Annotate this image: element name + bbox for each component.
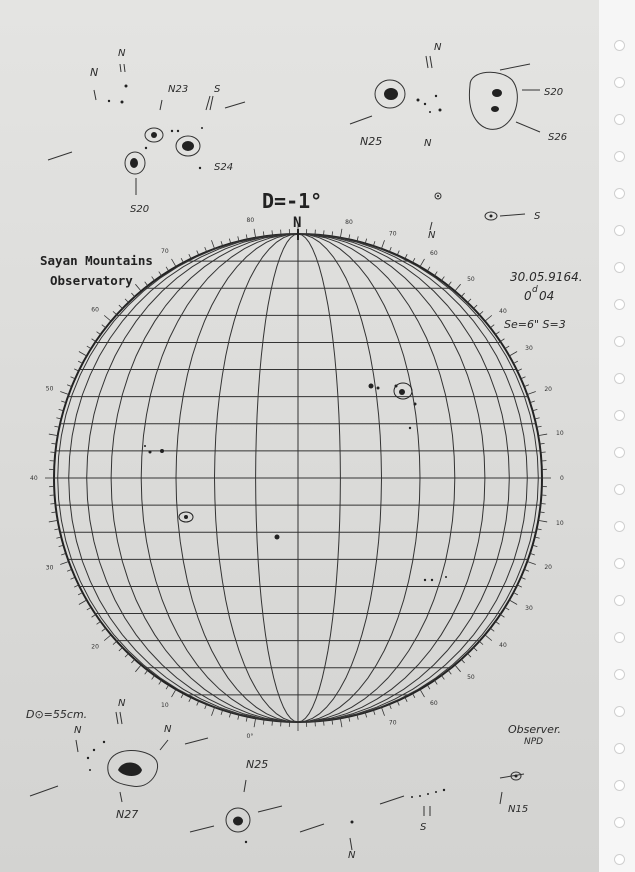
grid-line bbox=[381, 240, 384, 248]
grid-line bbox=[541, 504, 546, 505]
grid-line bbox=[490, 325, 494, 328]
grid-line bbox=[119, 647, 123, 650]
grid-line bbox=[340, 718, 342, 727]
grid-line bbox=[119, 305, 123, 308]
grid-line bbox=[381, 707, 384, 715]
heliographic-grid bbox=[54, 234, 542, 722]
limb-label: 20 bbox=[544, 386, 552, 394]
grid-line bbox=[490, 628, 494, 631]
grid-line bbox=[413, 258, 415, 262]
grid-line bbox=[527, 561, 535, 564]
grid-line bbox=[92, 339, 96, 342]
limb-label: 70 bbox=[388, 230, 397, 238]
grid-line bbox=[152, 675, 155, 679]
grid-line bbox=[474, 647, 478, 650]
limb-label: 60 bbox=[430, 700, 438, 708]
grid-line bbox=[427, 685, 430, 689]
limb-label: 40 bbox=[499, 642, 507, 650]
observatory-line-1: Sayan Mountains bbox=[40, 253, 153, 268]
group-label: N25 bbox=[360, 135, 383, 148]
grid-line bbox=[500, 614, 504, 617]
grid-line bbox=[448, 282, 451, 286]
spot-group-top-left bbox=[48, 48, 245, 215]
group-label: N23 bbox=[168, 84, 189, 95]
limb-label: 70 bbox=[388, 719, 397, 727]
group-label: N bbox=[424, 138, 432, 149]
grid-line bbox=[50, 452, 55, 453]
limb-label: 50 bbox=[467, 275, 475, 283]
grid-line bbox=[505, 346, 509, 349]
grid-line bbox=[413, 693, 415, 697]
grid-line bbox=[397, 701, 399, 706]
group-label: S bbox=[214, 84, 221, 95]
grid-line bbox=[71, 577, 76, 579]
grid-line bbox=[513, 593, 517, 595]
grid-line bbox=[71, 377, 76, 379]
grid-line bbox=[505, 607, 509, 610]
grid-line bbox=[455, 665, 461, 672]
grid-line bbox=[455, 284, 461, 291]
group-label: N bbox=[434, 42, 442, 53]
grid-line bbox=[272, 721, 273, 726]
title-d: D=-1° bbox=[262, 189, 323, 213]
grid-line bbox=[448, 670, 451, 674]
limb-label: 50 bbox=[467, 674, 475, 682]
grid-line bbox=[49, 520, 58, 522]
grid-line bbox=[509, 600, 517, 605]
grid-line bbox=[441, 277, 444, 281]
group-label: S bbox=[420, 822, 427, 833]
observer-name: NPD bbox=[524, 737, 544, 747]
seeing-values: Se=6" S=3 bbox=[504, 318, 566, 331]
grid-line bbox=[87, 607, 91, 610]
grid-line bbox=[159, 272, 162, 276]
grid-line bbox=[197, 251, 199, 256]
grid-line bbox=[211, 240, 214, 248]
grid-line bbox=[135, 284, 141, 291]
grid-line bbox=[78, 593, 82, 595]
observer-label: Observer. bbox=[508, 723, 561, 736]
grid-line bbox=[527, 391, 535, 394]
group-label: N27 bbox=[116, 808, 139, 821]
grid-line bbox=[397, 251, 399, 256]
grid-line bbox=[189, 697, 191, 701]
spot-group-bottom bbox=[30, 698, 528, 861]
limb-label: 50 bbox=[45, 385, 54, 393]
group-label: S bbox=[534, 211, 541, 222]
group-label: S26 bbox=[548, 132, 568, 143]
limb-label: 80 bbox=[345, 218, 353, 226]
group-label: N15 bbox=[508, 804, 529, 815]
grid-line bbox=[541, 452, 546, 453]
grid-line bbox=[420, 689, 425, 697]
grid-line bbox=[50, 504, 55, 505]
observation-time-rest: 04 bbox=[539, 289, 555, 303]
grid-line bbox=[467, 299, 470, 303]
grid-line bbox=[79, 352, 87, 357]
grid-line bbox=[189, 254, 191, 258]
grid-line bbox=[467, 654, 470, 658]
group-label: N bbox=[164, 724, 172, 735]
grid-line bbox=[513, 361, 517, 363]
grid-line bbox=[197, 701, 199, 706]
limb-label: 20 bbox=[544, 563, 552, 571]
observation-time-prefix: 0 bbox=[524, 289, 532, 303]
grid-line bbox=[517, 369, 521, 371]
limb-label: 0 bbox=[560, 475, 564, 482]
grid-line bbox=[461, 293, 464, 297]
grid-line bbox=[474, 305, 478, 308]
grid-line bbox=[135, 665, 141, 672]
group-label: N bbox=[118, 48, 126, 59]
grid-line bbox=[60, 391, 68, 394]
grid-line bbox=[104, 635, 111, 641]
grid-line bbox=[479, 641, 483, 644]
group-label: S24 bbox=[214, 162, 234, 173]
grid-line bbox=[461, 659, 464, 663]
grid-line bbox=[113, 311, 117, 314]
limb-label: 0° bbox=[246, 733, 254, 741]
limb-label: 10 bbox=[556, 520, 564, 528]
grid-line bbox=[340, 229, 342, 238]
limb-label: 10 bbox=[556, 429, 564, 437]
limb-label: 30 bbox=[525, 345, 533, 352]
grid-line bbox=[405, 697, 407, 701]
grid-line bbox=[131, 659, 134, 663]
limb-label: 40 bbox=[30, 475, 38, 482]
grid-line bbox=[485, 315, 492, 321]
grid-line bbox=[509, 352, 517, 357]
grid-line bbox=[166, 267, 169, 271]
grid-line bbox=[485, 635, 492, 641]
disk-diameter: D⊙=55cm. bbox=[26, 708, 88, 721]
spot-group-top-right bbox=[350, 42, 567, 241]
grid-line bbox=[60, 561, 68, 564]
limb-label: 60 bbox=[91, 306, 99, 314]
grid-line bbox=[152, 277, 155, 281]
grid-line bbox=[74, 369, 78, 371]
north-marker: N bbox=[293, 215, 302, 231]
group-label: N bbox=[118, 698, 126, 709]
limb-label: 40 bbox=[499, 307, 507, 315]
grid-line bbox=[521, 377, 526, 379]
grid-line bbox=[495, 621, 499, 624]
grid-line bbox=[181, 258, 183, 262]
grid-line bbox=[92, 614, 96, 617]
grid-line bbox=[102, 325, 106, 328]
grid-line bbox=[324, 230, 325, 235]
grid-line bbox=[434, 272, 437, 276]
observation-time-sup: d bbox=[532, 285, 538, 295]
group-label: N bbox=[90, 66, 99, 79]
grid-line bbox=[181, 693, 183, 697]
grid-line bbox=[254, 229, 256, 238]
grid-line bbox=[521, 577, 526, 579]
grid-line bbox=[78, 361, 82, 363]
group-label: N25 bbox=[246, 758, 269, 771]
grid-line bbox=[405, 254, 407, 258]
limb-label: 60 bbox=[430, 249, 438, 257]
grid-line bbox=[538, 434, 547, 436]
limb-label: 10 bbox=[161, 701, 169, 709]
grid-line bbox=[517, 585, 521, 587]
limb-label: 30 bbox=[525, 605, 533, 612]
grid-line bbox=[254, 718, 256, 727]
limb-label: 80 bbox=[246, 216, 255, 224]
group-label: S20 bbox=[130, 204, 150, 215]
group-label: N bbox=[74, 725, 82, 736]
grid-line bbox=[441, 675, 444, 679]
grid-line bbox=[272, 230, 273, 235]
limb-label: 30 bbox=[45, 564, 54, 572]
grid-line bbox=[479, 311, 483, 314]
grid-line bbox=[125, 299, 128, 303]
grid-line bbox=[172, 689, 177, 697]
grid-line bbox=[538, 520, 547, 522]
grid-line bbox=[97, 332, 101, 335]
grid-line bbox=[434, 680, 437, 684]
limb-label: 70 bbox=[161, 248, 169, 256]
group-label: N bbox=[348, 850, 356, 861]
grid-line bbox=[74, 585, 78, 587]
grid-line bbox=[324, 721, 325, 726]
disk-spots bbox=[144, 383, 447, 581]
grid-line bbox=[145, 670, 148, 674]
grid-line bbox=[145, 282, 148, 286]
grid-line bbox=[166, 685, 169, 689]
grid-line bbox=[125, 654, 128, 658]
grid-line bbox=[102, 628, 106, 631]
grid-line bbox=[495, 332, 499, 335]
grid-line bbox=[87, 346, 91, 349]
solar-disk bbox=[45, 225, 551, 731]
group-label: S20 bbox=[544, 87, 564, 98]
grid-line bbox=[500, 339, 504, 342]
grid-line bbox=[159, 680, 162, 684]
grid-line bbox=[49, 434, 58, 436]
grid-line bbox=[211, 707, 214, 715]
observation-date: 30.05.9164. bbox=[510, 270, 583, 284]
limb-label: 20 bbox=[91, 643, 99, 651]
grid-line bbox=[97, 621, 101, 624]
grid-line bbox=[113, 641, 117, 644]
observatory-line-2: Observatory bbox=[50, 273, 133, 288]
grid-line bbox=[427, 267, 430, 271]
grid-line bbox=[131, 293, 134, 297]
grid-line bbox=[172, 259, 177, 267]
grid-line bbox=[104, 315, 111, 321]
group-label: N bbox=[428, 230, 436, 241]
grid-line bbox=[79, 600, 87, 605]
grid-line bbox=[420, 259, 425, 267]
